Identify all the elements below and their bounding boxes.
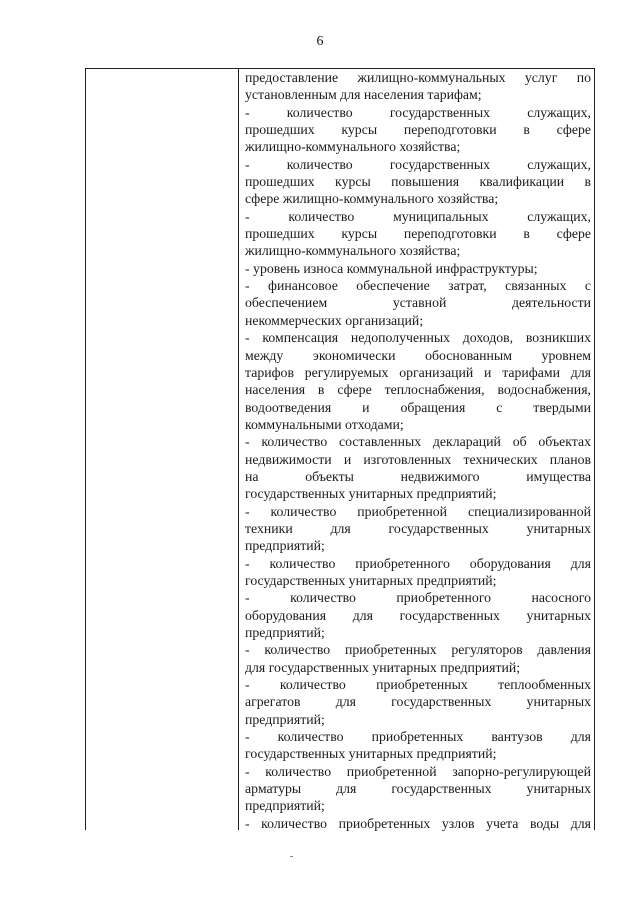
text-line: - уровень износа коммунальной инфраструктуры; bbox=[245, 260, 538, 276]
text-line: на объекты недвижимого имущества bbox=[245, 468, 591, 484]
text-line: населения в сфере теплоснабжения, водоснабжения, bbox=[245, 382, 591, 398]
text-line: - количество приобретенной специализированной bbox=[245, 503, 591, 519]
page-number: 6 bbox=[316, 34, 324, 49]
text-line: - количество государственных служащих, bbox=[245, 156, 591, 172]
indicator-list-text bbox=[245, 69, 591, 832]
text-line: прошедших курсы повышения квалификации в bbox=[245, 174, 591, 190]
text-line: государственных унитарных предприятий; bbox=[245, 572, 497, 588]
text-line: - финансовое обеспечение затрат, связанных с bbox=[245, 278, 591, 294]
text-line: установленным для населения тарифам; bbox=[245, 87, 482, 103]
text-line: предприятий; bbox=[245, 538, 325, 554]
text-line: государственных унитарных предприятий; bbox=[245, 486, 497, 502]
text-line: жилищно-коммунального хозяйства; bbox=[245, 139, 461, 155]
text-line: - количество приобретенных регуляторов давления bbox=[245, 642, 591, 658]
text-line: - компенсация недополученных доходов, возникших bbox=[245, 330, 591, 346]
text-line: обеспечением уставной деятельности bbox=[245, 295, 591, 311]
text-line: - количество составленных деклараций об объектах bbox=[245, 434, 591, 450]
text-line: техники для государственных унитарных bbox=[245, 520, 591, 536]
text-line: прошедших курсы переподготовки в сфере bbox=[245, 122, 591, 138]
text-line: - количество приобретенных вантузов для bbox=[245, 729, 591, 745]
text-line: предприятий; bbox=[245, 625, 325, 640]
text-line: государственных унитарных предприятий; bbox=[245, 746, 497, 762]
text-line: предприятий; bbox=[245, 711, 325, 727]
text-line: между экономически обоснованным уровнем bbox=[245, 347, 591, 363]
text-line: сфере жилищно-коммунального хозяйства; bbox=[245, 191, 499, 207]
text-line: прошедших курсы переподготовки в сфере bbox=[245, 226, 591, 242]
table-right-cell bbox=[239, 69, 594, 830]
text-line: арматуры для государственных унитарных bbox=[245, 781, 591, 797]
text-line: тарифов регулируемых организаций и тарифами для bbox=[245, 364, 591, 380]
text-line: - количество государственных служащих, bbox=[245, 104, 591, 120]
text-line: некоммерческих организаций; bbox=[245, 312, 424, 328]
text-line: агрегатов для государственных унитарных bbox=[245, 694, 591, 710]
text-line: - количество приобретенного насосного bbox=[245, 590, 591, 606]
text-line: водоотведения и обращения с твердыми bbox=[245, 399, 591, 415]
text-line: - количество приобретенных узлов учета воды для bbox=[245, 815, 591, 831]
document-table bbox=[85, 68, 595, 830]
text-line: жилищно-коммунального хозяйства; bbox=[245, 243, 461, 259]
text-line: - количество приобретенной запорно-регулирующей bbox=[245, 763, 591, 779]
text-line: - количество муниципальных служащих, bbox=[245, 208, 591, 224]
table-left-cell bbox=[86, 69, 239, 830]
scan-speck bbox=[290, 856, 293, 857]
text-line: - количество приобретенных теплообменных bbox=[245, 677, 591, 693]
text-line: предоставление жилищно-коммунальных услуг по bbox=[245, 70, 591, 85]
text-line: коммунальными отходами; bbox=[245, 416, 404, 432]
text-line: предприятий; bbox=[245, 798, 325, 814]
text-line: оборудования для государственных унитарных bbox=[245, 607, 591, 623]
text-line: для государственных унитарных предприятий; bbox=[245, 659, 521, 675]
text-line: недвижимости и изготовленных технических планов bbox=[245, 451, 591, 467]
text-line: - количество приобретенного оборудования для bbox=[245, 555, 591, 571]
